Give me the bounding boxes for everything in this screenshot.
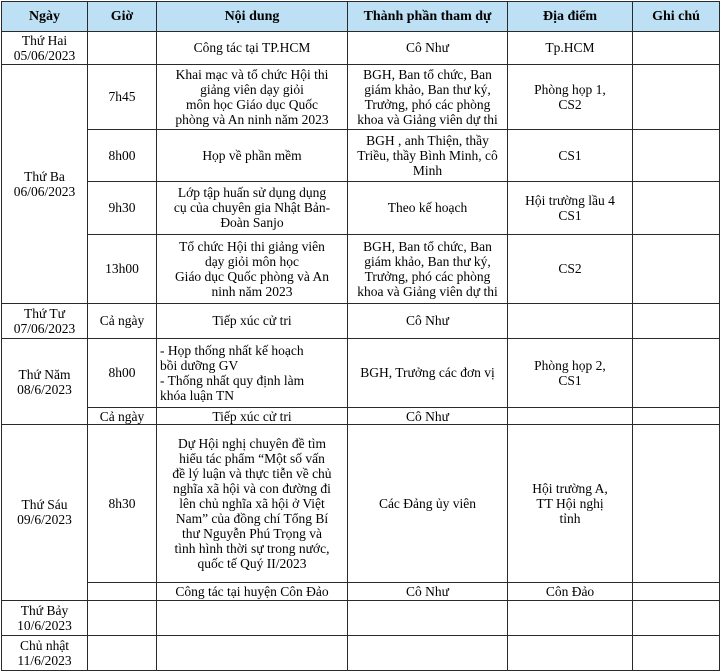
table-row [2, 583, 720, 600]
note-cell [633, 338, 720, 407]
location-cell [508, 636, 633, 671]
header-noi-dung: Nội dung [157, 2, 348, 32]
content-cell: Khai mạc và tổ chức Hội thi giảng viên dạy giỏi môn học Giáo dục Quốc phòng và An ninh năm 2023 [157, 64, 348, 129]
header-thanh-phan: Thành phần tham dự [348, 2, 508, 32]
content-cell [157, 600, 348, 636]
content-cell: Lớp tập huấn sử dụng dụng cụ của chuyên gia Nhật Bản- Đoàn Sanjo [157, 181, 348, 234]
time-cell [88, 583, 157, 600]
location-cell [508, 408, 633, 425]
table-row [2, 64, 720, 129]
content-cell: Tiếp xúc cử tri [157, 304, 348, 339]
content-cell: Tổ chức Hội thi giảng viên dạy giỏi môn học Giáo dục Quốc phòng và An ninh năm 2023 [157, 234, 348, 303]
note-cell [633, 425, 720, 583]
time-cell [88, 600, 157, 636]
content-cell: Họp về phần mềm [157, 129, 348, 181]
day-cell: Thứ Hai 05/06/2023 [2, 32, 88, 65]
note-cell [633, 64, 720, 129]
note-cell [633, 234, 720, 303]
table-row [2, 600, 720, 636]
location-cell: CS2 [508, 234, 633, 303]
time-cell: 9h30 [88, 181, 157, 234]
table-row [2, 181, 720, 234]
note-cell [633, 129, 720, 181]
location-cell: CS1 [508, 129, 633, 181]
note-cell [633, 408, 720, 425]
location-cell: Phòng họp 1, CS2 [508, 64, 633, 129]
day-cell: Thứ Năm 08/6/2023 [2, 338, 88, 425]
schedule-table [1, 1, 720, 671]
table-row [2, 408, 720, 425]
table-row [2, 636, 720, 671]
note-cell [633, 304, 720, 339]
participants-cell: BGH , anh Thiện, thầy Triều, thầy Bình Minh, cô Minh [348, 129, 508, 181]
table-row [2, 304, 720, 339]
participants-cell: Cô Như [348, 304, 508, 339]
time-cell: Cả ngày [88, 408, 157, 425]
note-cell [633, 32, 720, 65]
content-cell: - Họp thống nhất kế hoạch bồi dưỡng GV - Thống nhất quy định làm khóa luận TN [157, 338, 348, 407]
table-row [2, 425, 720, 583]
participants-cell: BGH, Trưởng các đơn vị [348, 338, 508, 407]
time-cell: 13h00 [88, 234, 157, 303]
header-gio: Giờ [88, 2, 157, 32]
location-cell: Hội trường lầu 4 CS1 [508, 181, 633, 234]
participants-cell: Cô Như [348, 32, 508, 65]
time-cell: 8h30 [88, 425, 157, 583]
location-cell: Côn Đảo [508, 583, 633, 600]
header-ghi-chu: Ghi chú [633, 2, 720, 32]
header-dia-diem: Địa điểm [508, 2, 633, 32]
table-row [2, 234, 720, 303]
time-cell: 7h45 [88, 64, 157, 129]
location-cell: Phòng họp 2, CS1 [508, 338, 633, 407]
note-cell [633, 600, 720, 636]
day-cell: Thứ Sáu 09/6/2023 [2, 425, 88, 600]
content-cell: Tiếp xúc cử tri [157, 408, 348, 425]
table-row [2, 32, 720, 65]
participants-cell: Cô Như [348, 583, 508, 600]
time-cell [88, 636, 157, 671]
day-cell: Thứ Ba 06/06/2023 [2, 64, 88, 303]
location-cell [508, 304, 633, 339]
note-cell [633, 583, 720, 600]
day-cell: Chủ nhật 11/6/2023 [2, 636, 88, 671]
table-row [2, 338, 720, 407]
participants-cell: Cô Như [348, 408, 508, 425]
time-cell [88, 32, 157, 65]
header-ngay: Ngày [2, 2, 88, 32]
participants-cell: Các Đảng ủy viên [348, 425, 508, 583]
note-cell [633, 181, 720, 234]
time-cell: 8h00 [88, 338, 157, 407]
content-cell: Công tác tại huyện Côn Đảo [157, 583, 348, 600]
header-row [2, 2, 720, 32]
location-cell [508, 600, 633, 636]
participants-cell [348, 636, 508, 671]
content-cell [157, 636, 348, 671]
location-cell: Hội trường A, TT Hội nghị tỉnh [508, 425, 633, 583]
day-cell: Thứ Bảy 10/6/2023 [2, 600, 88, 636]
note-cell [633, 636, 720, 671]
participants-cell: BGH, Ban tổ chức, Ban giám khảo, Ban thư ký, Trưởng, phó các phòng khoa và Giảng viên dự thi [348, 234, 508, 303]
location-cell: Tp.HCM [508, 32, 633, 65]
participants-cell: Theo kế hoạch [348, 181, 508, 234]
time-cell: Cả ngày [88, 304, 157, 339]
time-cell: 8h00 [88, 129, 157, 181]
content-cell: Công tác tại TP.HCM [157, 32, 348, 65]
content-cell: Dự Hội nghị chuyên đề tìm hiểu tác phẩm “Một số vấn đề lý luận và thực tiễn về chủ nghĩa xã hội và con đường đi lên chủ nghĩa xã hội ở Việt Nam” của đồng chí Tổng Bí thư Nguyễn Phú Trọng và tình hình thời sự trong nước, quốc tế Quý II/2023 [157, 425, 348, 583]
day-cell: Thứ Tư 07/06/2023 [2, 304, 88, 339]
participants-cell [348, 600, 508, 636]
table-row [2, 129, 720, 181]
participants-cell: BGH, Ban tổ chức, Ban giám khảo, Ban thư ký, Trưởng, phó các phòng khoa và Giảng viên dự thi [348, 64, 508, 129]
